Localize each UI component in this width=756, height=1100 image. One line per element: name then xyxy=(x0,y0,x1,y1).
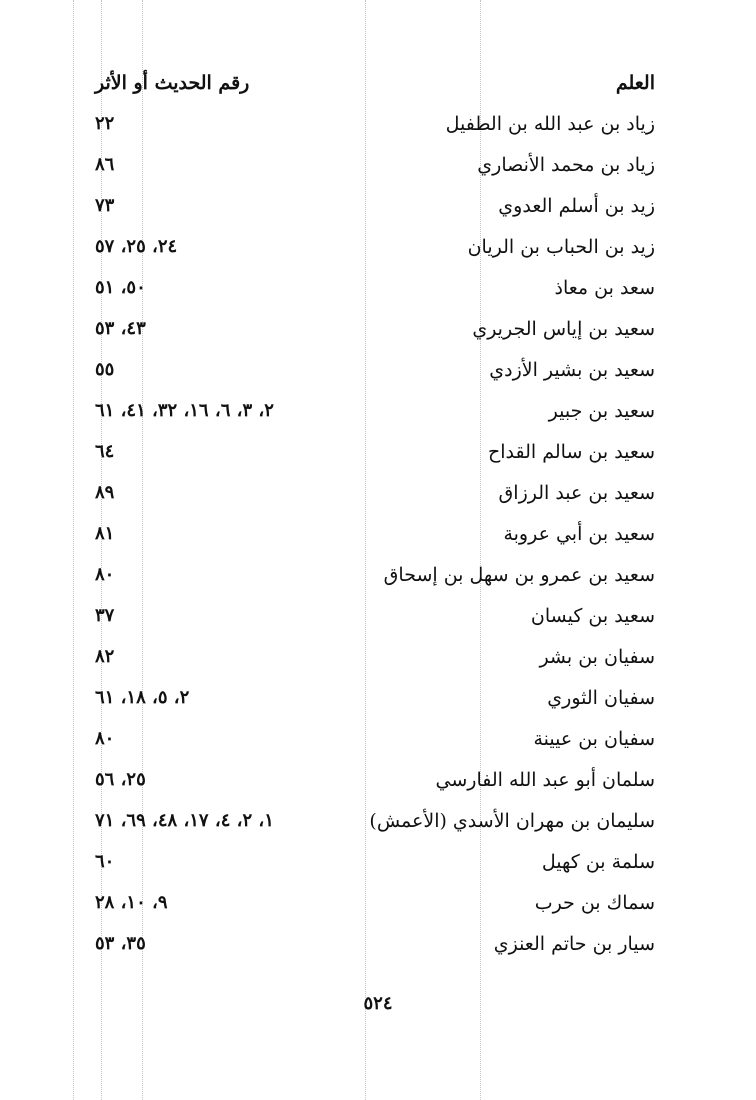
guide-line xyxy=(73,0,74,1100)
index-row xyxy=(95,759,655,800)
entry-refs: ٨٩ xyxy=(95,482,115,503)
entry-refs: ٣٥، ٥٣ xyxy=(95,933,146,954)
entry-name: سيار بن حاتم العنزي xyxy=(493,932,655,955)
index-row xyxy=(95,882,655,923)
entry-refs: ٢٢ xyxy=(95,113,115,134)
entry-name: سماك بن حرب xyxy=(534,891,655,914)
entry-name: سلمة بن كهيل xyxy=(541,850,655,873)
index-table xyxy=(95,62,655,964)
entry-refs: ٨٢ xyxy=(95,646,115,667)
entry-refs: ٨١ xyxy=(95,523,115,544)
refs-column-header: رقم الحديث أو الأثر xyxy=(95,71,250,94)
entry-name: سعد بن معاذ xyxy=(554,276,655,299)
entry-refs: ٥٠، ٥١ xyxy=(95,277,146,298)
table-header xyxy=(95,62,655,103)
entry-name: زياد بن محمد الأنصاري xyxy=(477,153,655,176)
index-row xyxy=(95,841,655,882)
entry-refs: ٨٠ xyxy=(95,728,115,749)
entry-refs: ٨٦ xyxy=(95,154,115,175)
page-number: ٥٢٤ xyxy=(363,993,393,1014)
index-row xyxy=(95,636,655,677)
entry-refs: ٦٤ xyxy=(95,441,115,462)
index-row xyxy=(95,800,655,841)
entry-name: سعيد بن أبي عروبة xyxy=(503,522,655,545)
entry-refs: ٢٤، ٢٥، ٥٧ xyxy=(95,236,178,257)
entry-name: سفيان بن عيينة xyxy=(533,727,655,750)
index-row xyxy=(95,144,655,185)
entry-name: سعيد بن كيسان xyxy=(530,604,655,627)
entry-name: سعيد بن بشير الأزدي xyxy=(489,358,655,381)
index-row xyxy=(95,677,655,718)
entry-refs: ١، ٢، ٤، ١٧، ٤٨، ٦٩، ٧١ xyxy=(95,810,274,831)
entry-refs: ٤٣، ٥٣ xyxy=(95,318,146,339)
index-row xyxy=(95,595,655,636)
entry-name: سفيان الثوري xyxy=(547,686,655,709)
entry-name: سفيان بن بشر xyxy=(539,645,655,668)
entry-refs: ٢، ٥، ١٨، ٦١ xyxy=(95,687,190,708)
index-row xyxy=(95,390,655,431)
entry-name: سعيد بن جبير xyxy=(548,399,655,422)
entry-refs: ٣٧ xyxy=(95,605,115,626)
entry-refs: ٢، ٣، ٦، ١٦، ٣٢، ٤١، ٦١ xyxy=(95,400,274,421)
entry-name: سعيد بن إياس الجريري xyxy=(472,317,655,340)
entry-name: زياد بن عبد الله بن الطفيل xyxy=(445,112,655,135)
index-row xyxy=(95,185,655,226)
entry-name: سعيد بن سالم القداح xyxy=(487,440,655,463)
entry-refs: ٢٥، ٥٦ xyxy=(95,769,146,790)
entry-name: سلمان أبو عبد الله الفارسي xyxy=(435,768,655,791)
index-row xyxy=(95,923,655,964)
index-row xyxy=(95,554,655,595)
entry-name: سعيد بن عمرو بن سهل بن إسحاق xyxy=(383,563,655,586)
entry-refs: ٩، ١٠، ٢٨ xyxy=(95,892,168,913)
entry-name: سليمان بن مهران الأسدي (الأعمش) xyxy=(369,809,655,832)
index-row xyxy=(95,718,655,759)
entry-name: سعيد بن عبد الرزاق xyxy=(498,481,655,504)
index-row xyxy=(95,431,655,472)
index-row xyxy=(95,513,655,554)
index-row xyxy=(95,308,655,349)
entry-refs: ٥٥ xyxy=(95,359,115,380)
index-row xyxy=(95,103,655,144)
index-row xyxy=(95,226,655,267)
index-row xyxy=(95,472,655,513)
index-row xyxy=(95,267,655,308)
name-column-header: العلم xyxy=(615,71,655,94)
entry-refs: ٨٠ xyxy=(95,564,115,585)
entry-name: زيد بن الحباب بن الريان xyxy=(467,235,655,258)
entry-name: زيد بن أسلم العدوي xyxy=(498,194,655,217)
index-row xyxy=(95,349,655,390)
entry-refs: ٧٣ xyxy=(95,195,115,216)
entry-refs: ٦٠ xyxy=(95,851,115,872)
